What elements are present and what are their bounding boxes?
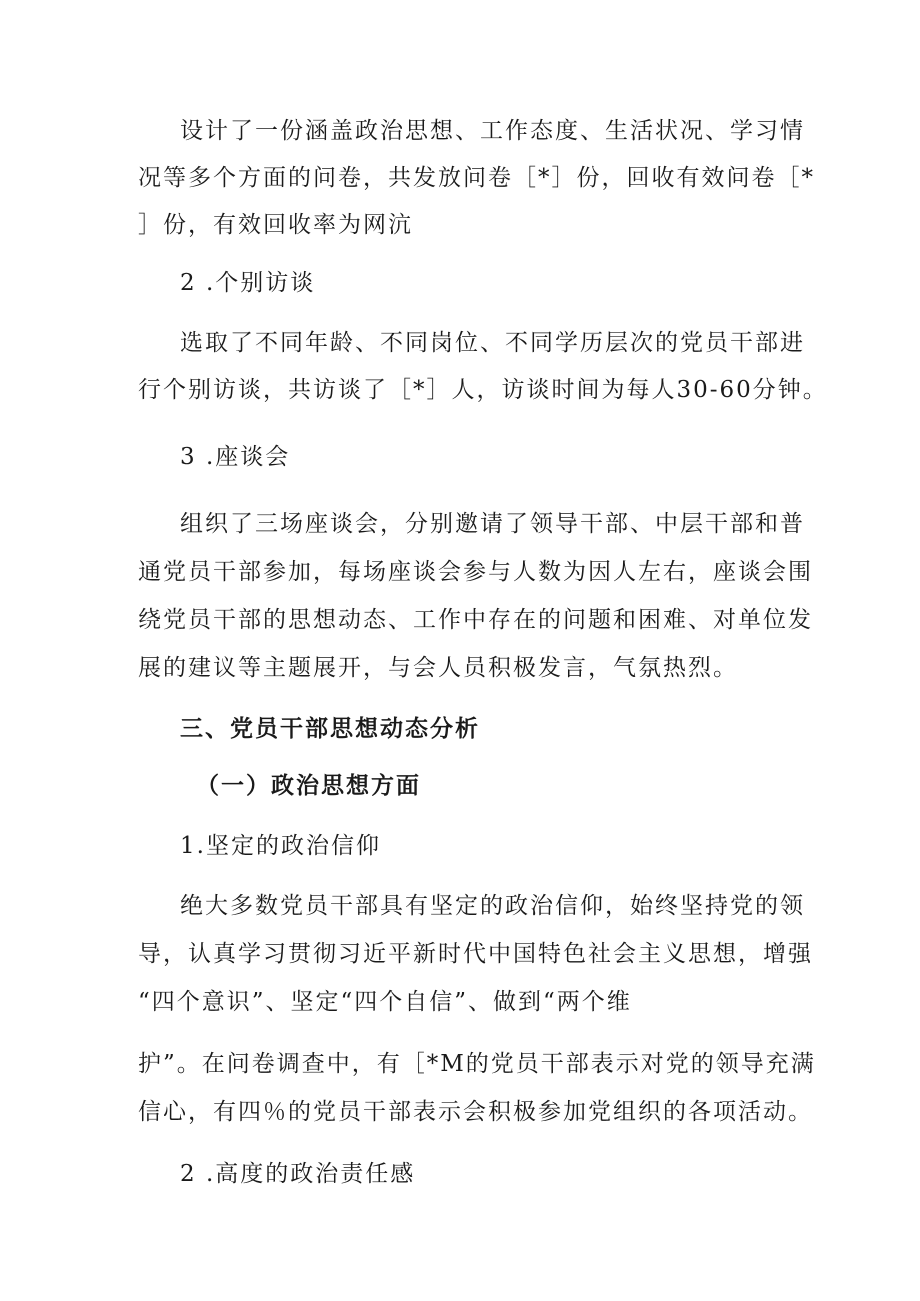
paragraph-line: 行个别访谈，共访谈了［*］人，访谈时间为每人30-60分钟。 [138, 377, 828, 403]
paragraph-line: 导，认真学习贯彻习近平新时代中国特色社会主义思想，增强 [138, 941, 813, 967]
subsection-heading: 2 .个别访谈 [180, 270, 316, 296]
section-heading: 三、党员干部思想动态分析 [180, 715, 480, 742]
paragraph-line: 设计了一份涵盖政治思想、工作态度、生活状况、学习情 [180, 118, 805, 144]
paragraph-line: 信心，有四％的党员干部表示会积极参加党组织的各项活动。 [138, 1099, 813, 1125]
paragraph-line: “四个意识”、坚定“四个自信”、做到“两个维 [138, 989, 632, 1015]
subsection-heading: （一）政治思想方面 [196, 772, 421, 799]
paragraph-line: 通党员干部参加，每场座谈会参与人数为因人左右，座谈会围 [138, 559, 813, 585]
subsection-heading: 3 .座谈会 [180, 444, 291, 470]
paragraph-line: 护”。在问卷调查中，有［*M的党员干部表示对党的领导充满 [138, 1051, 816, 1077]
paragraph-line: 况等多个方面的问卷，共发放问卷［*］份，回收有效问卷［* [138, 165, 815, 191]
paragraph-line: 绕党员干部的思想动态、工作中存在的问题和困难、对单位发 [138, 607, 813, 633]
paragraph-line: 展的建议等主题展开，与会人员积极发言，气氛热烈。 [138, 655, 738, 681]
paragraph-line: 绝大多数党员干部具有坚定的政治信仰，始终坚持党的领 [180, 893, 805, 919]
subsection-heading: 2 .高度的政治责任感 [180, 1161, 416, 1187]
paragraph-line: 组织了三场座谈会，分别邀请了领导干部、中层干部和普 [180, 511, 805, 537]
paragraph-line: 选取了不同年龄、不同岗位、不同学历层次的党员干部进 [180, 330, 805, 356]
subsection-heading: 1.坚定的政治信仰 [180, 833, 381, 859]
paragraph-line: ］份，有效回收率为网沆 [138, 212, 413, 238]
